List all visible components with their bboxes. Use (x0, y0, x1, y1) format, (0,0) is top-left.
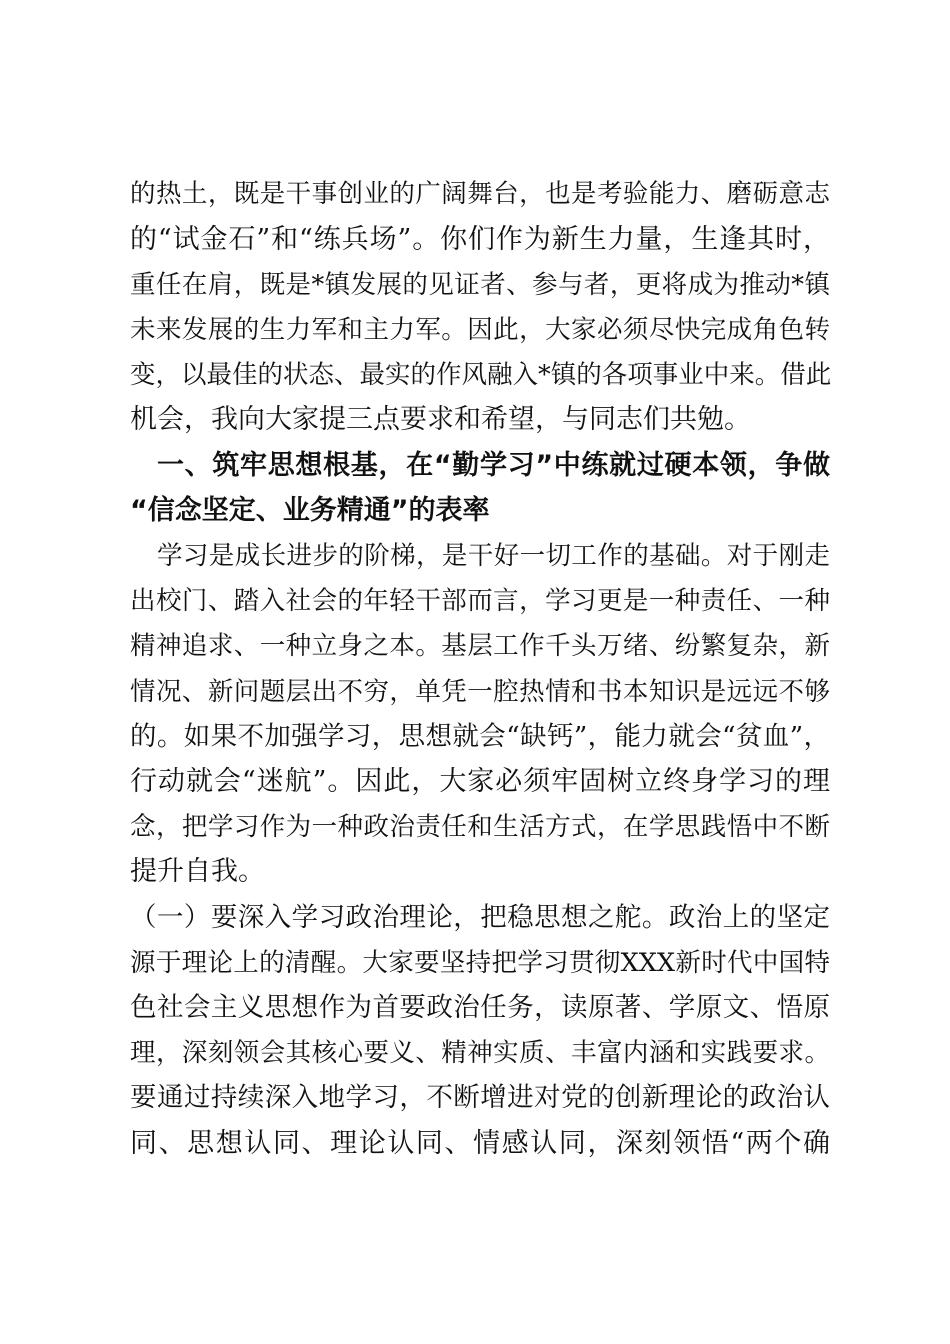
paragraph-line: 色社会主义思想作为首要政治任务，读原著、学原文、悟原 (130, 992, 830, 1023)
paragraph-line: 出校门、踏入社会的年轻干部而言，学习更是一种责任、一种 (130, 586, 830, 616)
paragraph-line: 同、思想认同、理论认同、情感认同，深刻领悟“两个确 (130, 1128, 830, 1159)
paragraph-line: 理，深刻领会其核心要义、精神实质、丰富内涵和实践要求。 (130, 1038, 830, 1068)
paragraph-line: 情况、新问题层出不穷，单凭一腔热情和书本知识是远远不够 (130, 677, 830, 707)
subsection-first-line (130, 898, 830, 938)
paragraph-line: 念，把学习作为一种政治责任和生活方式，在学思践悟中不断 (130, 812, 830, 842)
paragraph-line: 变，以最佳的状态、最实的作风融入*镇的各项事业中来。借此 (130, 360, 832, 390)
paragraph-line: 重任在肩，既是*镇发展的见证者、参与者，更将成为推动*镇 (130, 270, 830, 300)
paragraph-line: 要通过持续深入地学习，不断增进对党的创新理论的政治认 (130, 1082, 830, 1113)
paragraph-line: 源于理论上的清醒。大家要坚持把学习贯彻XXX新时代中国特 (130, 948, 830, 978)
paragraph-line: 行动就会“迷航”。因此，大家必须牢固树立终身学习的理 (130, 766, 830, 797)
paragraph-line: 的“试金石”和“练兵场”。你们作为新生力量，生逢其时， (130, 224, 830, 255)
paragraph-line: 提升自我。 (130, 856, 265, 887)
paragraph-line: 的热土，既是干事创业的广阔舞台，也是考验能力、磨砺意志 (130, 179, 830, 209)
section-heading: “信念坚定、业务精通”的表率 (130, 495, 490, 526)
paragraph-line: 学习是成长进步的阶梯，是干好一切工作的基础。对于刚走 (157, 541, 830, 571)
paragraph-line: 机会，我向大家提三点要求和希望，与同志们共勉。 (130, 404, 751, 435)
subsection-text: 政治上的坚定 (668, 902, 831, 933)
paragraph-line: 精神追求、一种立身之本。基层工作千头万绪、纷繁复杂，新 (130, 631, 830, 661)
subsection-title: （一）要深入学习政治理论，把稳思想之舵。 (130, 902, 669, 933)
paragraph-line: 未来发展的生力军和主力军。因此，大家必须尽快完成角色转 (130, 315, 830, 345)
paragraph-line: 的。如果不加强学习，思想就会“缺钙”，能力就会“贫血”， (130, 721, 830, 752)
section-heading: 一、筑牢思想根基，在“勤学习”中练就过硬本领，争做 (157, 450, 830, 481)
